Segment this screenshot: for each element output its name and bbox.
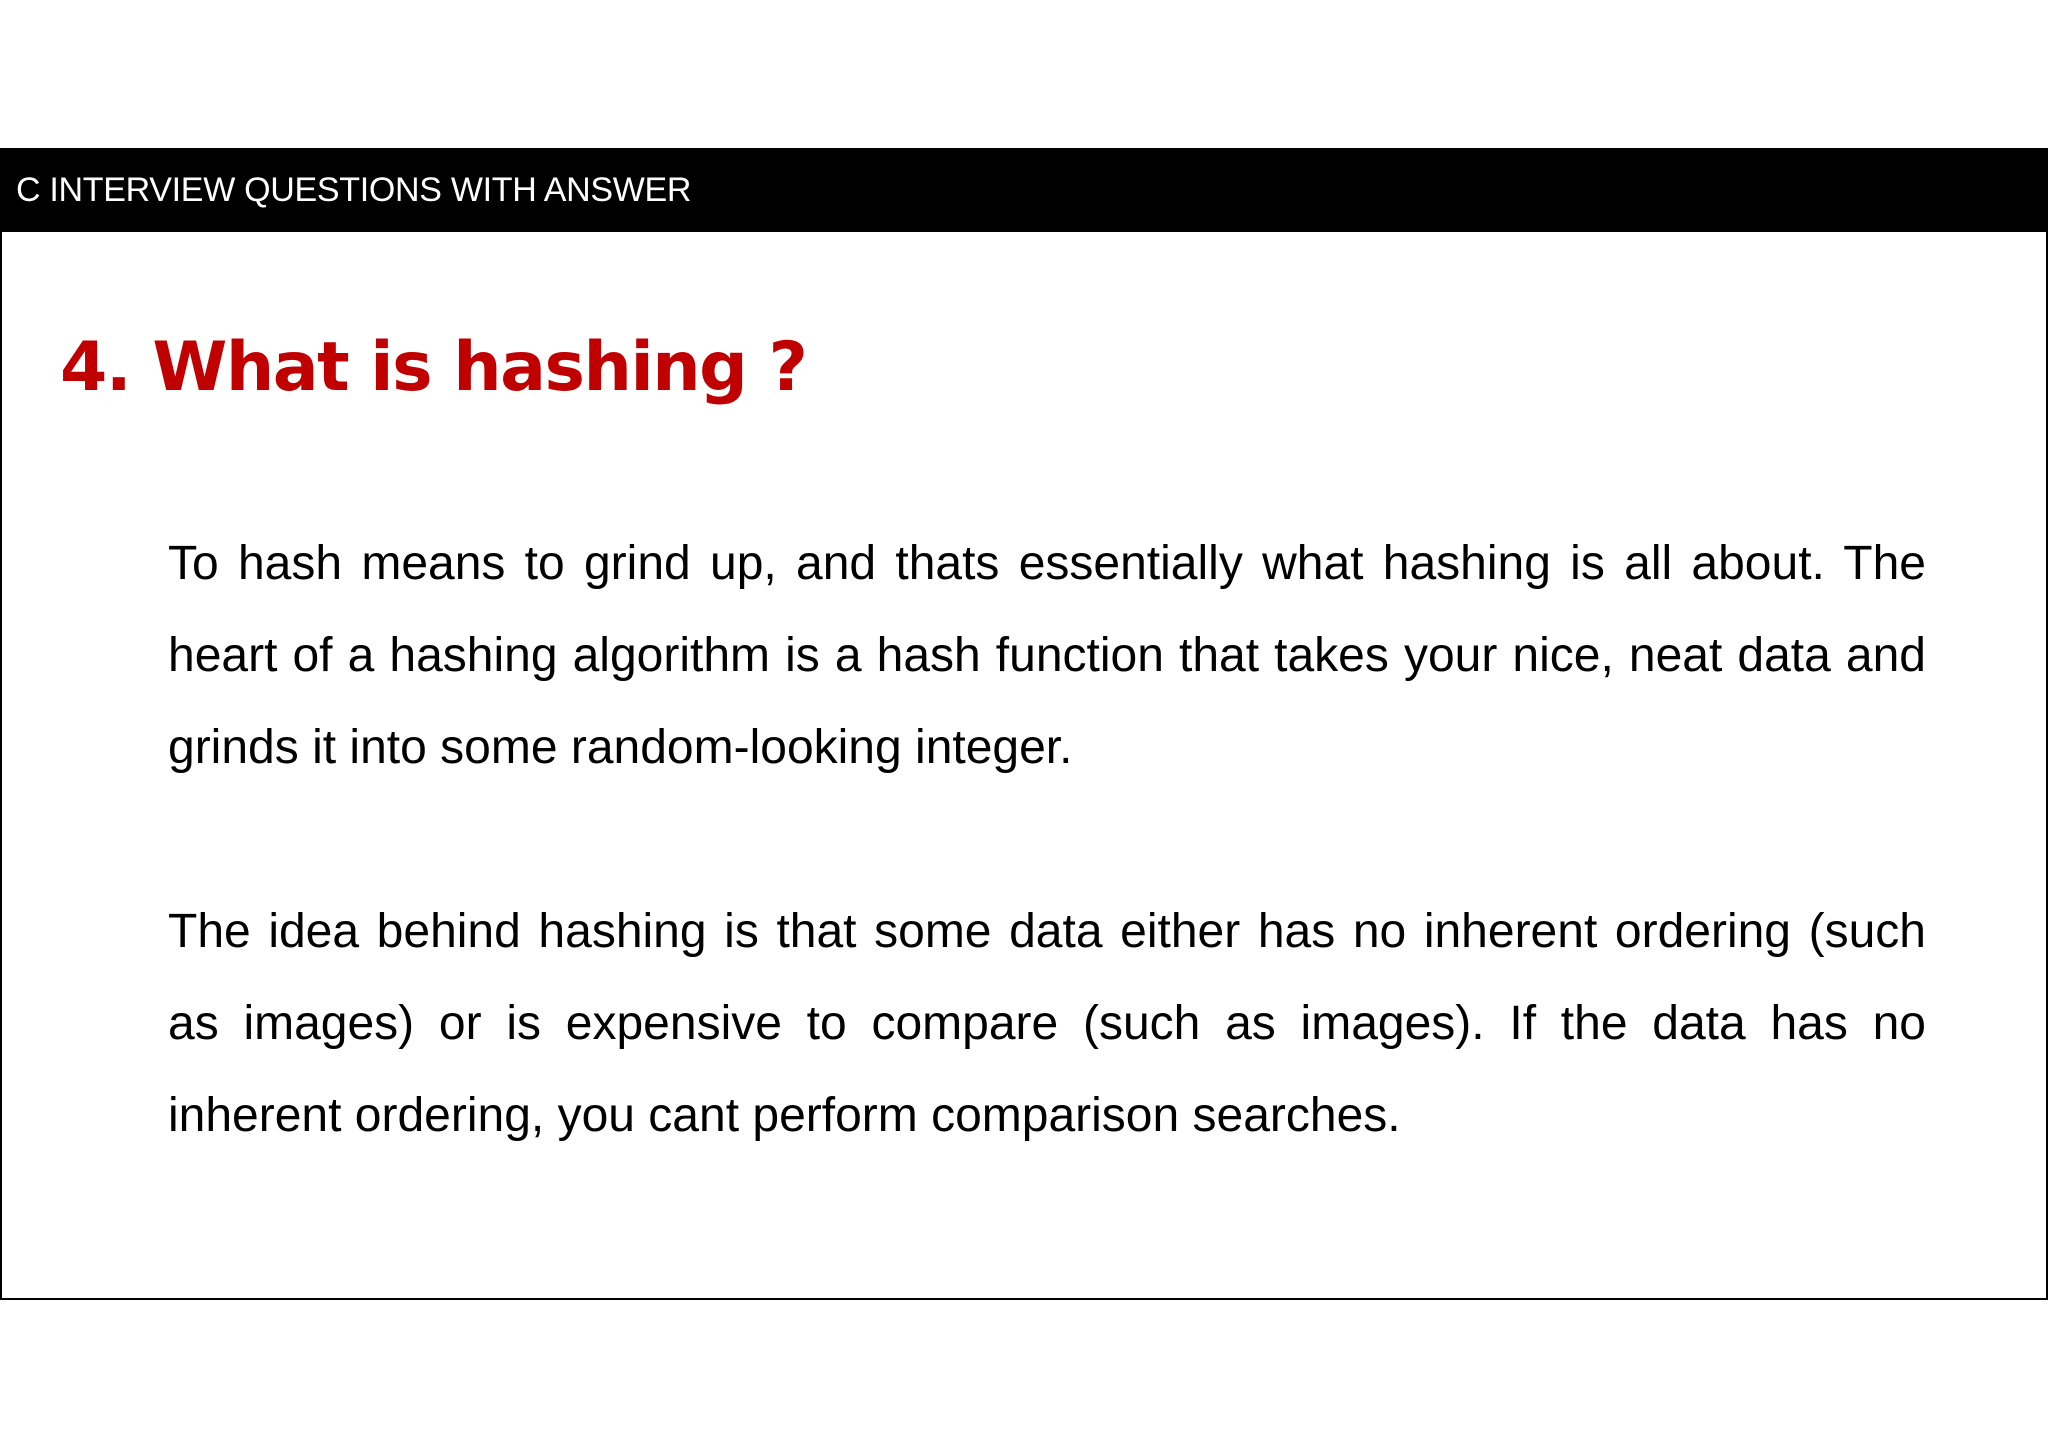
slide-content-frame: [0, 232, 2048, 1300]
answer-paragraph-1: To hash means to grind up, and thats essentially what hashing is all about. The heart of a hashing algorithm is a hash function that takes your nice, neat data and grinds it into some random-looking integer.: [168, 537, 1926, 774]
question-title: 4. What is hashing ?: [60, 328, 807, 407]
answer-paragraph-2: The idea behind hashing is that some data either has no inherent ordering (such as images) or is expensive to compare (such as images). If the data has no inherent ordering, you cant perform comparison searches.: [168, 905, 1926, 1142]
header-bar: [0, 148, 2048, 232]
header-title: C INTERVIEW QUESTIONS WITH ANSWER: [16, 171, 692, 209]
